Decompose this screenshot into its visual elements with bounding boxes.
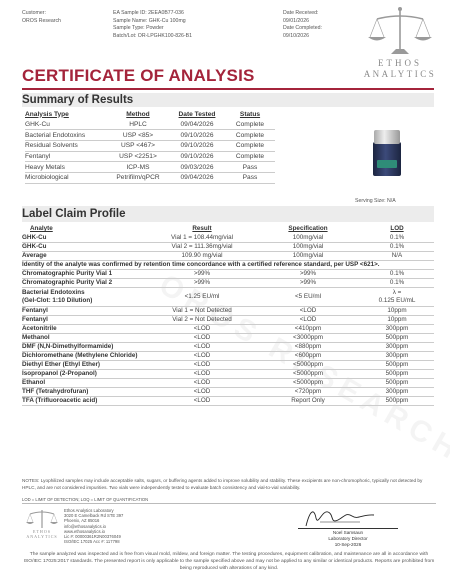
lc-cell: <LOD	[148, 369, 256, 378]
lod-legend: LOD = LIMIT OF DETECTION; LOQ = LIMIT OF QUANTIFICATION	[22, 497, 149, 502]
summary-col-method: Method	[126, 110, 150, 118]
director-signature	[300, 504, 380, 530]
lc-cell: 10ppm	[360, 315, 434, 324]
label-claim-heading: Label Claim Profile	[22, 208, 126, 220]
lc-cell: 109.90 mg/vial	[148, 251, 256, 260]
lc-cell: <410ppm	[256, 324, 360, 333]
lc-col-analyte: Analyte	[30, 225, 53, 232]
table-row	[22, 378, 434, 387]
summary-cell: 09/10/2026	[169, 140, 225, 151]
summary-cell: GHK-Cu	[25, 119, 107, 130]
summary-row	[25, 140, 275, 151]
table-row	[22, 396, 434, 405]
lc-cell: Report Only	[256, 396, 360, 405]
endotoxin-spec: <5 EU/ml	[256, 287, 360, 306]
lc-cell: <5000ppm	[256, 360, 360, 369]
lc-col-result: Result	[192, 225, 212, 232]
lc-cell: <LOD	[148, 396, 256, 405]
lc-cell: 500ppm	[360, 333, 434, 342]
summary-cell: Pass	[225, 172, 275, 183]
lc-cell: Vial 1 = Not Detected	[148, 306, 256, 315]
signatory-name: Noel Samsaun	[332, 530, 364, 535]
table-row	[22, 278, 434, 287]
summary-cell: Petrifilm/qPCR	[107, 172, 169, 183]
summary-cell: Fentanyl	[25, 151, 107, 162]
lc-cell: N/A	[360, 251, 434, 260]
customer-name: OROS Research	[22, 17, 61, 24]
lc-cell: 300ppm	[360, 342, 434, 351]
date-completed: 09/10/2026	[283, 32, 309, 39]
summary-row	[25, 151, 275, 162]
endotoxin-lod-line1: λ =	[392, 288, 402, 296]
summary-table	[25, 109, 275, 184]
sample-block	[113, 10, 192, 40]
summary-cell: Complete	[225, 130, 275, 141]
lc-cell: 500ppm	[360, 360, 434, 369]
lc-cell: 300ppm	[360, 351, 434, 360]
lc-cell: >99%	[256, 278, 360, 287]
footer-disclaimer: The sample analyzed was inspected and is free from visual mold, mildew, and foreign matter. The testing procedures, equipment calibration, and maintenance are all in accordance with ISO/IEC 17025:2017 standards. The presented report is only applicable to the sample specified above and may not be applied to any similar or identical products. Reports are prohibited from being reproduced with alterations of any kind.	[23, 552, 435, 572]
label-claim-header-row	[22, 224, 434, 233]
sample-type: Sample Type: Powder	[113, 25, 164, 32]
summary-cell: Bacterial Endotoxins	[25, 130, 107, 141]
endotoxin-lod	[360, 287, 434, 306]
table-row	[22, 233, 434, 242]
lc-cell: 0.1%	[360, 233, 434, 242]
summary-header-row	[25, 109, 275, 119]
lab-address-line2: Phoenix, AZ 85016	[64, 518, 100, 524]
summary-col-analysis-type: Analysis Type	[25, 110, 69, 118]
lc-cell: GHK-Cu	[22, 233, 148, 242]
summary-cell: USP <467>	[107, 140, 169, 151]
identity-note: Identity of the analyte was confirmed by retention time concordance with a certified reference standard, per USP <621>.	[22, 260, 434, 269]
summary-cell: HPLC	[107, 119, 169, 130]
notes-paragraph: NOTES: Lyophilized samples may include acceptable salts, sugars, or buffering agents added to improve solubility and stability. These excipients are non-chromophoric, typically not detected by HPLC, and are not considered impurities. Two vials were independently tested to evaluate batch consistency and vial-to-vial variability.	[22, 478, 423, 490]
summary-cell: 09/03/2026	[169, 162, 225, 173]
summary-cell: Complete	[225, 140, 275, 151]
table-row	[22, 387, 434, 396]
signatory-block	[298, 530, 398, 548]
lc-cell: <LOD	[148, 324, 256, 333]
table-row	[22, 242, 434, 251]
lc-cell: Chromatographic Purity Vial 1	[22, 269, 148, 278]
lc-cell: <5000ppm	[256, 378, 360, 387]
summary-cell: USP <2251>	[107, 151, 169, 162]
summary-cell: Residual Solvents	[25, 140, 107, 151]
table-row	[22, 269, 434, 278]
lc-cell: <880ppm	[256, 342, 360, 351]
lc-cell: Vial 2 = Not Detected	[148, 315, 256, 324]
summary-cell: ICP-MS	[107, 162, 169, 173]
lc-cell: Chromatographic Purity Vial 2	[22, 278, 148, 287]
lc-cell: 100mg/vial	[256, 233, 360, 242]
lc-cell: 500ppm	[360, 378, 434, 387]
lc-cell: <720ppm	[256, 387, 360, 396]
date-received: 09/01/2026	[283, 17, 309, 24]
summary-cell: 09/10/2026	[169, 151, 225, 162]
lc-cell: <LOD	[148, 360, 256, 369]
customer-label: Customer:	[22, 10, 46, 16]
label-claim-table	[22, 224, 434, 406]
dates-block	[283, 10, 322, 40]
lab-website: www.ethosanalytics.io	[64, 528, 105, 534]
document-title: CERTIFICATE OF ANALYSIS	[22, 66, 255, 85]
date-completed-label: Date Completed:	[283, 25, 322, 32]
lc-cell: Methanol	[22, 333, 148, 342]
serving-size: Serving Size: N/A	[355, 198, 396, 204]
lc-cell: 100mg/vial	[256, 242, 360, 251]
lc-cell: Ethanol	[22, 378, 148, 387]
lab-address	[64, 508, 123, 544]
lc-cell: <LOD	[256, 315, 360, 324]
lc-cell: Diethyl Ether (Ethyl Ether)	[22, 360, 148, 369]
lc-cell: 500ppm	[360, 369, 434, 378]
lc-cell: Fentanyl	[22, 315, 148, 324]
lc-cell: >99%	[148, 278, 256, 287]
lc-cell: Vial 1 = 108.44mg/vial	[148, 233, 256, 242]
summary-cell: Microbiological	[25, 172, 107, 183]
summary-cell: Heavy Metals	[25, 162, 107, 173]
summary-col-status: Status	[239, 110, 261, 118]
lc-cell: DMF (N,N-Dimethylformamide)	[22, 342, 148, 351]
date-received-label: Date Received:	[283, 10, 319, 16]
summary-row	[25, 130, 275, 141]
table-row	[22, 333, 434, 342]
summary-heading: Summary of Results	[22, 94, 134, 106]
lc-cell: 10ppm	[360, 306, 434, 315]
lc-cell: Acetonitrile	[22, 324, 148, 333]
footer-logo-ethos: ETHOS	[33, 529, 51, 534]
footer-logo-analytics: ANALYTICS	[26, 534, 58, 539]
lab-address-line1: 3020 E Camelback Rd STE 397	[64, 513, 124, 519]
lc-col-specification: Specification	[288, 225, 328, 232]
lc-cell: 100mg/vial	[256, 251, 360, 260]
lc-cell: THF (Tetrahydrofuran)	[22, 387, 148, 396]
endotoxin-analyte	[22, 287, 148, 306]
lc-cell: <LOD	[256, 306, 360, 315]
lab-iso: ISO/IEC 17025 Acc #: 117798	[64, 539, 120, 545]
batch-lot: Batch/Lot: OR-LPGHK100-826-B1	[113, 32, 193, 39]
lc-cell: <LOD	[148, 378, 256, 387]
logo-text-analytics: ANALYTICS	[363, 69, 437, 79]
lc-cell: <LOD	[148, 342, 256, 351]
table-row	[22, 360, 434, 369]
summary-cell: 09/04/2026	[169, 119, 225, 130]
lc-cell: 500ppm	[360, 396, 434, 405]
lab-email: info@ethosanalytics.io	[64, 523, 106, 529]
lc-cell: GHK-Cu	[22, 242, 148, 251]
endotoxin-analyte-line2: (Gel-Clot: 1:10 Dilution)	[22, 296, 93, 304]
endotoxin-row	[22, 287, 434, 306]
lc-cell: Average	[22, 251, 148, 260]
lc-cell: >99%	[148, 269, 256, 278]
endotoxin-lod-line2: 0.125 EU/mL	[378, 296, 416, 304]
table-row	[22, 306, 434, 315]
lc-cell: <3000ppm	[256, 333, 360, 342]
lc-cell: <5000ppm	[256, 369, 360, 378]
signatory-role: Laboratory Director	[328, 536, 368, 541]
title-divider	[22, 88, 434, 90]
lc-cell: TFA (Trifluoroacetic acid)	[22, 396, 148, 405]
lab-license: Lic #: 00000361R2N00376049	[64, 534, 121, 540]
table-row	[22, 315, 434, 324]
table-row	[22, 369, 434, 378]
lc-cell: <LOD	[148, 351, 256, 360]
table-row	[22, 324, 434, 333]
table-row	[22, 251, 434, 260]
identity-note-row	[22, 260, 434, 269]
lc-cell: 0.1%	[360, 269, 434, 278]
summary-row	[25, 172, 275, 183]
signature-date: 10-Sep-2026	[334, 542, 362, 547]
sample-name: Sample Name: GHK-Cu 100mg	[113, 17, 186, 24]
sample-id: EA Sample ID: 2EEA0B77-036	[113, 10, 184, 16]
endotoxin-result: <1.25 EU/ml	[148, 287, 256, 306]
lab-name: Ethos Analytics Laboratory	[64, 508, 114, 513]
lc-cell: <LOD	[148, 387, 256, 396]
summary-cell: USP <85>	[107, 130, 169, 141]
logo-text-ethos: ETHOS	[378, 58, 422, 68]
endotoxin-analyte-line1: Bacterial Endotoxins	[22, 288, 85, 296]
lc-cell: 300ppm	[360, 324, 434, 333]
summary-cell: 09/04/2026	[169, 172, 225, 183]
lc-cell: 300ppm	[360, 387, 434, 396]
summary-row	[25, 162, 275, 173]
summary-cell: Complete	[225, 119, 275, 130]
vial-label	[377, 160, 397, 168]
lc-cell: Isopropanol (2-Propanol)	[22, 369, 148, 378]
summary-cell: Complete	[225, 151, 275, 162]
summary-cell: 09/10/2026	[169, 130, 225, 141]
table-row	[22, 351, 434, 360]
lc-cell: 0.1%	[360, 242, 434, 251]
signature-line	[298, 528, 398, 529]
lc-col-lod: LOD	[390, 225, 404, 232]
lc-cell: Vial 2 = 111.36mg/vial	[148, 242, 256, 251]
lc-cell: >99%	[256, 269, 360, 278]
table-row	[22, 342, 434, 351]
lc-cell: Fentanyl	[22, 306, 148, 315]
summary-col-date-tested: Date Tested	[178, 110, 216, 118]
lc-cell: <LOD	[148, 333, 256, 342]
footer-logo-text	[22, 529, 62, 539]
summary-row	[25, 119, 275, 130]
lc-cell: <600ppm	[256, 351, 360, 360]
lc-cell: Dichloromethane (Methylene Chloride)	[22, 351, 148, 360]
summary-cell: Pass	[225, 162, 275, 173]
lc-cell: 0.1%	[360, 278, 434, 287]
vial-body	[373, 142, 401, 176]
vial-cap	[374, 130, 400, 144]
customer-block	[22, 10, 61, 25]
